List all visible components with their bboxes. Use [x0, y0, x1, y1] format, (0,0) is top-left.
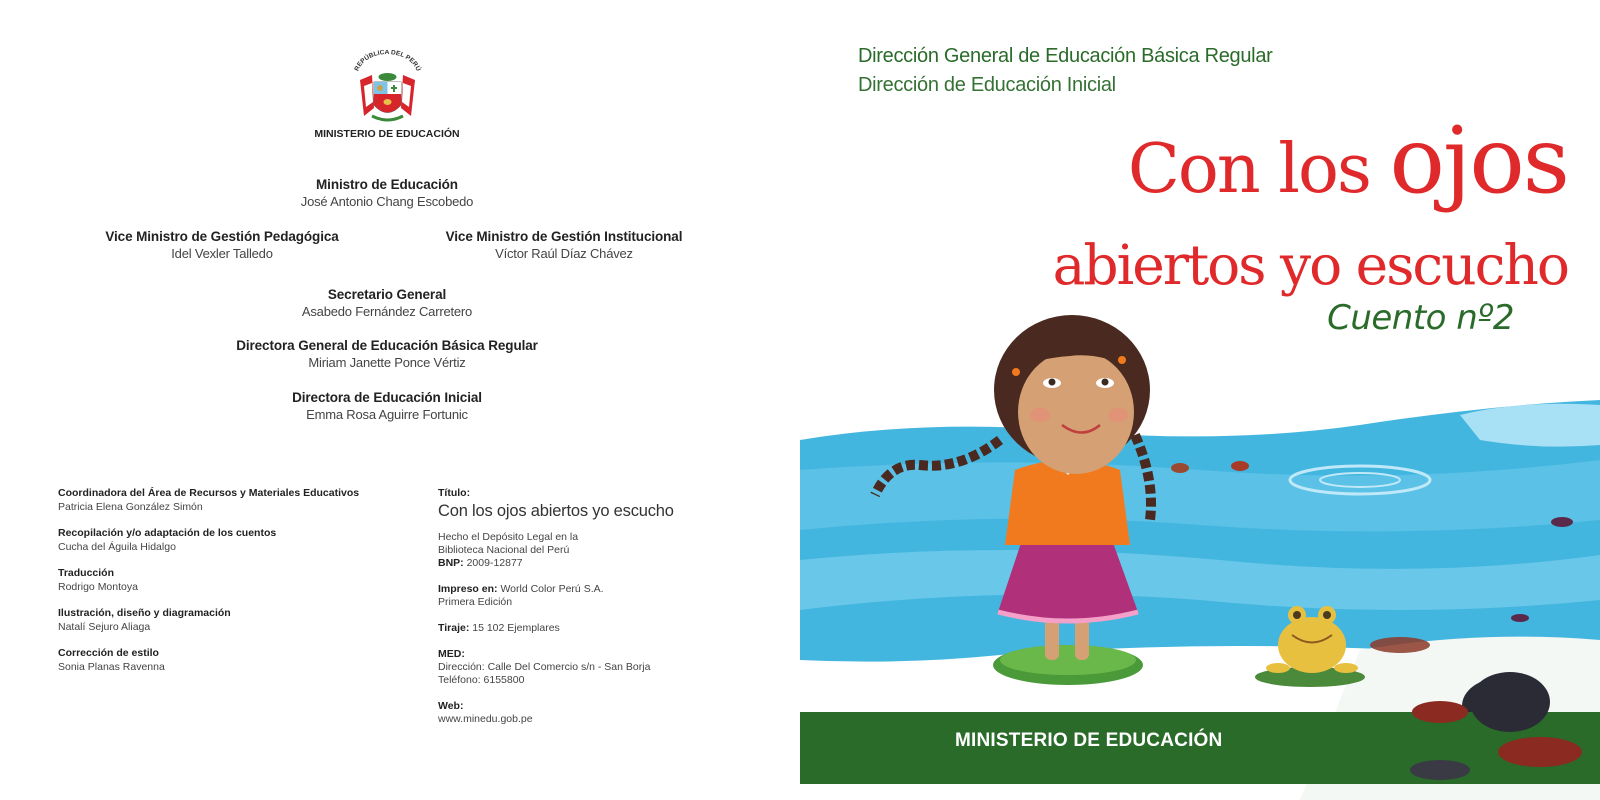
header-line-1: Dirección General de Educación Básica Regular — [858, 45, 1273, 67]
secretary-block — [187, 287, 587, 319]
web-block — [438, 700, 758, 726]
book-info — [438, 487, 758, 726]
bnp-value: 2009-12877 — [466, 557, 523, 569]
printed-label: Impreso en: — [438, 583, 498, 595]
peru-seal — [350, 50, 425, 130]
director-inicial-name: Emma Rosa Aguirre Fortunic — [306, 407, 468, 422]
minister-block — [187, 177, 587, 209]
vice-pedagogica-role: Vice Ministro de Gestión Pedagógica — [105, 229, 339, 244]
med-address: Dirección: Calle Del Comercio s/n - San Borja — [438, 661, 651, 673]
credit-item — [58, 487, 398, 527]
deposit-block — [438, 531, 758, 570]
cover-subtitle: Cuento nº2 — [1327, 298, 1514, 338]
vice-pedagogica-block — [72, 229, 372, 261]
cover-title — [1008, 107, 1568, 338]
edition: Primera Edición — [438, 596, 513, 608]
credit-item — [58, 567, 398, 607]
title-label: Título: — [438, 487, 471, 499]
credit-item — [58, 647, 398, 687]
cover-header — [858, 45, 1273, 97]
deposit-line: Biblioteca Nacional del Perú — [438, 544, 570, 556]
credit-item — [58, 527, 398, 567]
credit-name: Cucha del Águila Hidalgo — [58, 541, 176, 553]
run-value: 15 102 Ejemplares — [472, 622, 560, 634]
run-block — [438, 622, 758, 635]
vice-institucional-block — [414, 229, 714, 261]
run-label: Tiraje: — [438, 622, 470, 634]
seal-arc-text: REPÚBLICA DEL PERÚ — [353, 50, 422, 73]
credit-role: Recopilación y/o adaptación de los cuentos — [58, 527, 277, 539]
printed-block — [438, 583, 758, 609]
seal-caption: MINISTERIO DE EDUCACIÓN — [314, 128, 460, 140]
credits-list — [58, 487, 398, 687]
secretary-role: Secretario General — [327, 287, 447, 302]
vice-pedagogica-name: Idel Vexler Talledo — [171, 246, 273, 261]
web-value: www.minedu.gob.pe — [438, 713, 533, 725]
med-label: MED: — [438, 648, 465, 660]
vice-institucional-name: Víctor Raúl Díaz Chávez — [495, 246, 633, 261]
director-inicial-block — [187, 390, 587, 422]
credit-name: Patricia Elena González Simón — [58, 501, 203, 513]
credit-item — [58, 607, 398, 647]
director-ebr-block — [187, 338, 587, 370]
printed-value: World Color Perú S.A. — [500, 583, 604, 595]
minister-role: Ministro de Educación — [316, 177, 458, 192]
secretary-name: Asabedo Fernández Carretero — [301, 304, 473, 319]
med-block — [438, 648, 758, 687]
credit-role: Ilustración, diseño y diagramación — [58, 607, 231, 619]
credit-role: Traducción — [58, 567, 115, 579]
director-ebr-name: Miriam Janette Ponce Vértiz — [308, 355, 466, 370]
title-part-2: ojos — [1389, 107, 1568, 214]
title-part-1: Con los — [1127, 130, 1390, 209]
vice-institucional-role: Vice Ministro de Gestión Institucional — [445, 229, 683, 244]
deposit-line: Hecho el Depósito Legal en la — [438, 531, 579, 543]
director-ebr-role: Directora General de Educación Básica Regular — [236, 338, 538, 353]
med-phone: Teléfono: 6155800 — [438, 674, 525, 686]
credit-role: Corrección de estilo — [58, 647, 159, 659]
book-title: Con los ojos abiertos yo escucho — [438, 502, 674, 520]
credit-role: Coordinadora del Área de Recursos y Materiales Educativos — [58, 487, 360, 499]
foreground-stones — [1400, 660, 1600, 800]
title-line-2: abiertos yo escucho — [1052, 233, 1568, 297]
director-inicial-role: Directora de Educación Inicial — [292, 390, 482, 405]
footer-ministry: MINISTERIO DE EDUCACIÓN — [955, 730, 1223, 751]
credit-name: Rodrigo Montoya — [58, 581, 138, 593]
web-label: Web: — [438, 700, 464, 712]
svg-text:REPÚBLICA DEL PERÚ — [353, 50, 423, 72]
bnp-label: BNP: — [438, 557, 464, 569]
credit-name: Natalí Sejuro Aliaga — [58, 621, 151, 633]
cover-page — [800, 0, 1600, 800]
credit-name: Sonia Planas Ravenna — [58, 661, 165, 673]
minister-name: José Antonio Chang Escobedo — [300, 194, 474, 209]
header-line-2: Dirección de Educación Inicial — [858, 74, 1116, 96]
